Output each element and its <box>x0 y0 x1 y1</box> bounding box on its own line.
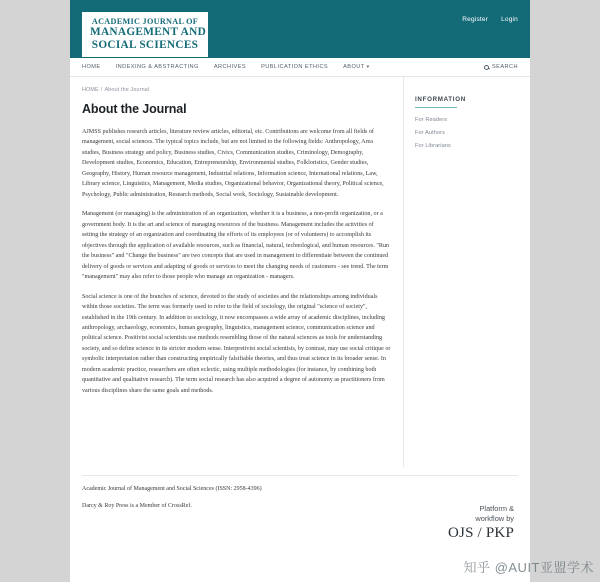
breadcrumb <box>82 87 391 93</box>
nav-item-home[interactable] <box>82 64 101 70</box>
footer-issn-line: Academic Journal of Management and Social Sciences (ISSN: 2958-4396) <box>82 486 262 492</box>
breadcrumb-current: About the Journal <box>104 87 150 93</box>
page-container <box>70 0 530 582</box>
about-paragraph-1: AJMSS publishes research articles, literature review articles, editorial, etc. Contributions are welcome from all fields of management, social sciences. The typical topics include, but are not limited to the following fields: Anthropology, Area studies, Business strategy and policy, Business studies, Civics, Communication studies, Criminology, Demography, Development studies, Economics, Education, Entrepreneurship, Environmental studies, Folkloristics, Gender studies, Geography, History, Human resource management, Industrial relations, Information science, International relations, Law, Library science, Linguistics, Management, Media studies, Organizational behavior, Organizational theory, Political science, Psychology, Public administration, Research methods, Social work, Sociology, Sustainable development. <box>82 129 384 198</box>
content-wrapper <box>70 77 530 467</box>
user-nav <box>462 16 518 23</box>
search-button[interactable] <box>484 64 518 70</box>
breadcrumb-separator: / <box>100 87 103 93</box>
journal-logo[interactable] <box>82 12 208 57</box>
logo-line-3: SOCIAL SCIENCES <box>91 38 199 51</box>
breadcrumb-home[interactable]: HOME <box>82 87 99 93</box>
sidebar-link-list <box>415 117 520 149</box>
about-paragraph-3: Social science is one of the branches of science, devoted to the study of societies and the relationships among individuals within those societies. The term was formerly used to refer to the field of sociology, the original "science of society", established in the 19th century. In addition to sociology, it now encompasses a wide array of academic disciplines, including anthropology, archaeology, economics, human geography, linguistics, management science, communication science and political science. Positivist social scientists use methods resembling those of the natural sciences as tools for understanding society, and so define science in its stricter modern sense. Interpretivist social scientists, by contrast, may use social critique or symbolic interpretation rather than constructing empirically falsifiable theories, and thus treat science in its broader sense. In modern academic practice, researchers are often eclectic, using multiple methodologies (for instance, by combining both quantitative and qualitative research). The term social research has also acquired a degree of autonomy as practitioners from various disciplines share the same goals and methods. <box>82 293 391 394</box>
pkp-credit-line-1: Platform & <box>479 504 514 514</box>
chevron-down-icon: ▾ <box>366 63 370 70</box>
about-paragraph-2: Management (or managing) is the administration of an organization, whether it is a business, a non-profit organization, or a government body. It is the art and science of managing resources of the business. Management includes the activities of setting the strategy of an organization and coordinating the efforts of its employees (or of volunteers) to accomplish its objectives through the application of available resources, such as financial, natural, technological, and human resources. "Run the business" and "Change the business" are two concepts that are used in management to differentiate between the continued delivery of goods or services and adapting of goods or services to meet the changing needs of customers - see trend. The term "management" may also refer to those people who manage an organization - managers. <box>82 211 390 281</box>
nav-item-publication-ethics-label: PUBLICATION ETHICS <box>261 64 329 70</box>
sidebar <box>404 77 530 467</box>
pkp-credit-line-2: workflow by <box>475 514 514 524</box>
nav-item-home-label: HOME <box>82 64 101 70</box>
search-icon <box>484 65 489 70</box>
nav-item-indexing-abstracting-label: INDEXING & ABSTRACTING <box>115 64 199 70</box>
nav-item-about[interactable] <box>343 64 370 70</box>
watermark-site: 知乎 <box>463 560 491 575</box>
logo-line-1: ACADEMIC JOURNAL OF <box>91 17 199 26</box>
watermark <box>464 557 594 576</box>
register-link[interactable]: Register <box>462 16 489 23</box>
primary-navigation <box>70 58 530 77</box>
site-header <box>70 0 530 58</box>
ojs-pkp-logo[interactable]: OJS / PKP <box>448 525 514 541</box>
login-link[interactable]: Login <box>501 16 518 23</box>
footer-crossref-line: Darcy & Roy Press is a Member of CrossRef. <box>82 502 192 509</box>
search-label: SEARCH <box>491 64 518 70</box>
sidebar-item-for-authors[interactable]: For Authors <box>415 130 446 136</box>
main-content <box>70 77 404 467</box>
pkp-platform-credit <box>448 504 514 542</box>
page-title: About the Journal <box>82 102 187 116</box>
nav-item-archives-label: ARCHIVES <box>213 64 247 70</box>
sidebar-item-for-librarians[interactable]: For Librarians <box>415 143 451 149</box>
sidebar-item-for-readers[interactable]: For Readers <box>415 117 448 123</box>
sidebar-heading-information: INFORMATION <box>415 96 457 108</box>
nav-item-publication-ethics[interactable] <box>261 64 328 70</box>
watermark-handle: @AUIT亚盟学术 <box>494 560 594 575</box>
nav-item-indexing-abstracting[interactable] <box>116 64 199 70</box>
nav-item-archives[interactable] <box>214 64 246 70</box>
nav-item-about-label: ABOUT <box>343 64 365 70</box>
logo-line-2: MANAGEMENT AND <box>90 26 207 39</box>
